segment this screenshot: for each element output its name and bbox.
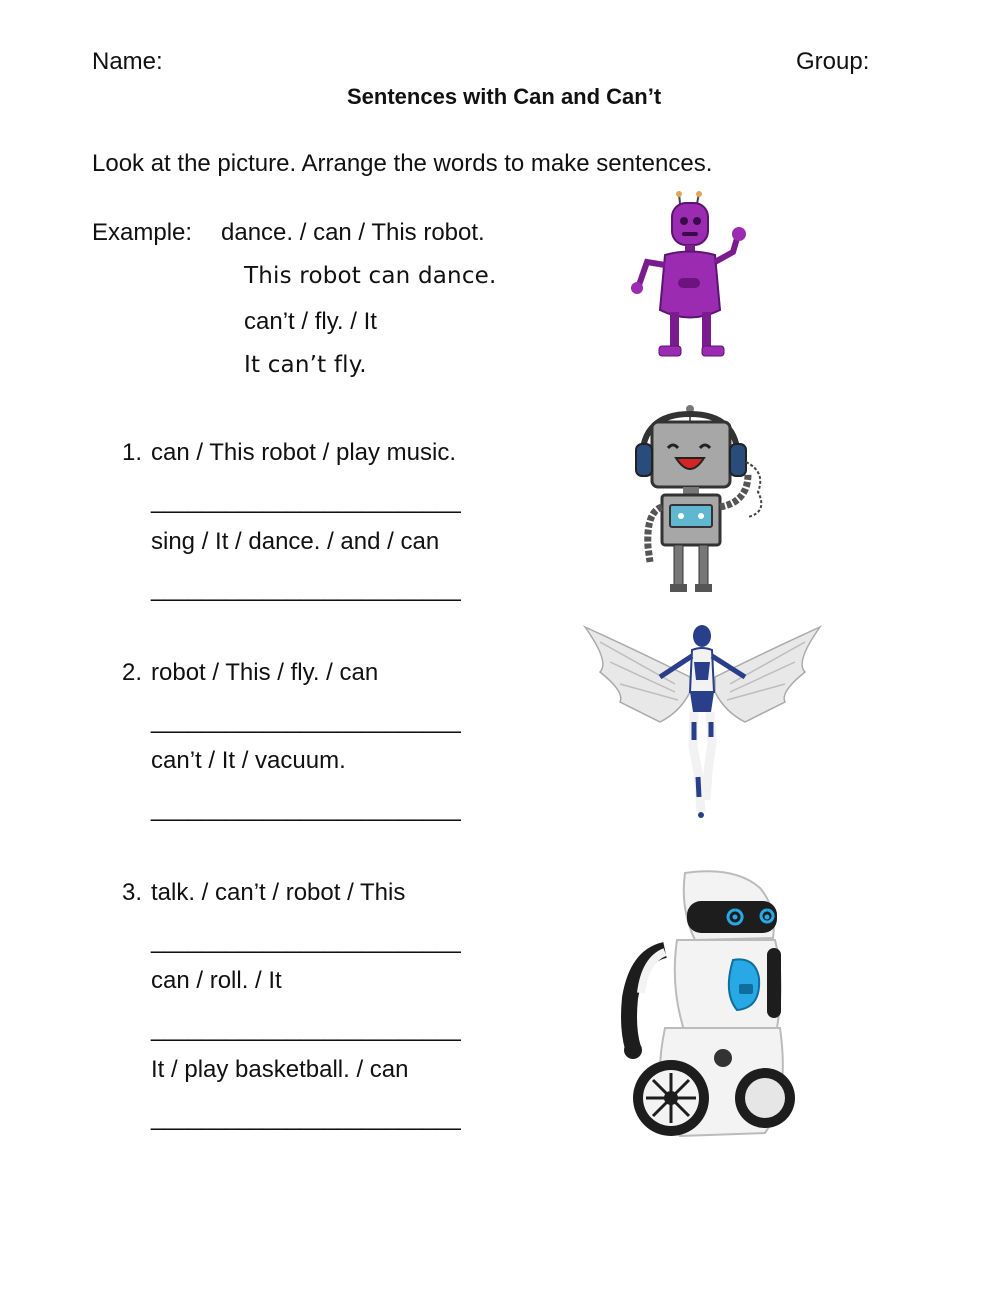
answer-line-1a[interactable]: _________________________ xyxy=(151,487,460,514)
group-label: Group: xyxy=(796,48,870,75)
page-title: Sentences with Can and Can’t xyxy=(347,84,662,109)
angel-robot-image xyxy=(580,622,825,822)
question-2-number: 2. xyxy=(122,659,143,686)
example-answer-2: It can’t fly. xyxy=(244,352,367,378)
question-3-prompt-a: talk. / can’t / robot / This xyxy=(151,879,406,906)
instructions: Look at the picture. Arrange the words to make sentences. xyxy=(92,150,713,177)
answer-line-3a[interactable]: _________________________ xyxy=(151,927,460,954)
answer-line-3c[interactable]: _________________________ xyxy=(151,1104,460,1131)
question-2-prompt-a: robot / This / fly. / can xyxy=(151,659,379,686)
question-3-prompt-c: It / play basketball. / can xyxy=(151,1056,409,1083)
question-1-prompt-b: sing / It / dance. / and / can xyxy=(151,528,440,555)
name-label: Name: xyxy=(92,48,163,75)
example-prompt-2: can’t / fly. / It xyxy=(244,308,377,335)
question-2-prompt-b: can’t / It / vacuum. xyxy=(151,747,346,774)
question-1-number: 1. xyxy=(122,439,143,466)
music-robot-image xyxy=(598,402,788,594)
answer-line-2a[interactable]: _________________________ xyxy=(151,707,460,734)
answer-line-3b[interactable]: _________________________ xyxy=(151,1015,460,1042)
answer-line-2b[interactable]: _________________________ xyxy=(151,795,460,822)
answer-line-1b[interactable]: _________________________ xyxy=(151,575,460,602)
question-3-number: 3. xyxy=(122,879,143,906)
question-3-prompt-b: can / roll. / It xyxy=(151,967,282,994)
example-answer-1: This robot can dance. xyxy=(244,263,497,289)
mip-robot-image xyxy=(605,868,790,1146)
example-prompt-1: dance. / can / This robot. xyxy=(221,219,485,246)
question-1-prompt-a: can / This robot / play music. xyxy=(151,439,457,466)
purple-robot-image xyxy=(625,190,755,365)
example-label: Example: xyxy=(92,219,193,246)
